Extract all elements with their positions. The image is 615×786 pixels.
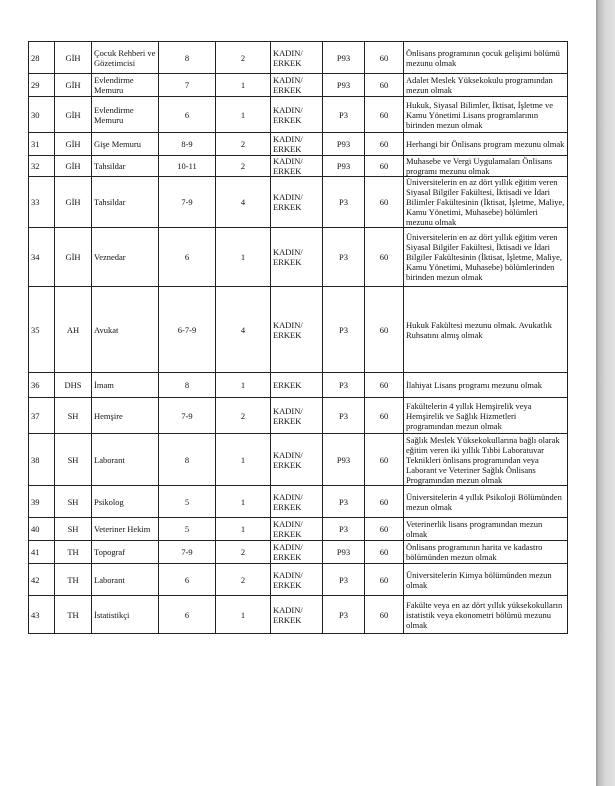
page-edge-shadow <box>596 0 615 786</box>
gender-cell: KADIN/ ERKEK <box>271 596 323 634</box>
unit-code-cell: GİH <box>55 177 92 228</box>
table-row <box>29 287 568 373</box>
row-number-cell: 43 <box>29 596 55 634</box>
row-number-cell: 30 <box>29 97 55 133</box>
requirement-cell: Önlisans programının harita ve kadastro bölümünden mezun olmak <box>404 541 568 564</box>
position-count-cell: 2 <box>216 42 271 74</box>
unit-code-cell: SH <box>55 434 92 486</box>
min-score-cell: 60 <box>365 97 404 133</box>
row-number-cell: 42 <box>29 564 55 596</box>
score-type-cell: P3 <box>323 596 365 634</box>
requirement-cell: Muhasebe ve Vergi Uygulamaları Önlisans programı mezunu olmak <box>404 156 568 177</box>
unit-code-cell: GİH <box>55 74 92 97</box>
gender-cell: KADIN/ ERKEK <box>271 434 323 486</box>
requirement-cell: Herhangi bir Önlisans program mezunu olmak <box>404 133 568 156</box>
grade-cell: 10-11 <box>159 156 216 177</box>
grade-cell: 8 <box>159 373 216 398</box>
unit-code-cell: AH <box>55 287 92 373</box>
score-type-cell: P93 <box>323 74 365 97</box>
position-count-cell: 2 <box>216 398 271 434</box>
requirement-cell: Sağlık Meslek Yüksekokullarına bağlı olarak eğitim veren iki yıllık Tıbbi Laboratuvar Teknikleri önlisans programından veya Laborant ve Veteriner Sağlık Önlisans Programından mezun olmak <box>404 434 568 486</box>
position-count-cell: 1 <box>216 596 271 634</box>
row-number-cell: 28 <box>29 42 55 74</box>
unit-code-cell: TH <box>55 596 92 634</box>
requirement-cell: Fakültelerin 4 yıllık Hemşirelik veya Hemşirelik ve Sağlık Hizmetleri programından mezun olmak <box>404 398 568 434</box>
table-row <box>29 373 568 398</box>
grade-cell: 8-9 <box>159 133 216 156</box>
row-number-cell: 34 <box>29 228 55 287</box>
unit-code-cell: GİH <box>55 42 92 74</box>
score-type-cell: P93 <box>323 541 365 564</box>
position-title-cell: Hemşire <box>92 398 159 434</box>
position-count-cell: 2 <box>216 156 271 177</box>
position-count-cell: 1 <box>216 97 271 133</box>
position-title-cell: İstatistikçi <box>92 596 159 634</box>
gender-cell: KADIN/ ERKEK <box>271 518 323 541</box>
min-score-cell: 60 <box>365 133 404 156</box>
grade-cell: 7-9 <box>159 398 216 434</box>
row-number-cell: 32 <box>29 156 55 177</box>
requirement-cell: Üniversitelerin en az dört yıllık eğitim veren Siyasal Bilgiler Fakültesi, İktisadi ve İdari Bilgiler Fakültesinin (İktisat, İşletme, Maliye, Kamu Yönetimi, Muhasebe) bölümlerinden birinden mezun olmak <box>404 228 568 287</box>
score-type-cell: P93 <box>323 133 365 156</box>
table-row <box>29 398 568 434</box>
gender-cell: KADIN/ ERKEK <box>271 228 323 287</box>
gender-cell: KADIN/ ERKEK <box>271 177 323 228</box>
row-number-cell: 31 <box>29 133 55 156</box>
score-type-cell: P3 <box>323 398 365 434</box>
position-title-cell: Veznedar <box>92 228 159 287</box>
score-type-cell: P93 <box>323 42 365 74</box>
position-count-cell: 1 <box>216 373 271 398</box>
requirement-cell: Hukuk Fakültesi mezunu olmak. Avukatlık Ruhsatını almış olmak <box>404 287 568 373</box>
min-score-cell: 60 <box>365 373 404 398</box>
unit-code-cell: SH <box>55 398 92 434</box>
position-count-cell: 1 <box>216 434 271 486</box>
grade-cell: 6 <box>159 596 216 634</box>
min-score-cell: 60 <box>365 42 404 74</box>
min-score-cell: 60 <box>365 486 404 518</box>
grade-cell: 5 <box>159 486 216 518</box>
position-title-cell: Evlendirme Memuru <box>92 74 159 97</box>
table-row <box>29 74 568 97</box>
gender-cell: KADIN/ ERKEK <box>271 287 323 373</box>
grade-cell: 6 <box>159 228 216 287</box>
gender-cell: KADIN/ ERKEK <box>271 97 323 133</box>
position-title-cell: Evlendirme Memuru <box>92 97 159 133</box>
requirement-cell: Adalet Meslek Yüksekokulu programından mezun olmak <box>404 74 568 97</box>
table-row <box>29 133 568 156</box>
row-number-cell: 33 <box>29 177 55 228</box>
row-number-cell: 29 <box>29 74 55 97</box>
table-row <box>29 596 568 634</box>
unit-code-cell: GİH <box>55 97 92 133</box>
gender-cell: KADIN/ ERKEK <box>271 541 323 564</box>
grade-cell: 7-9 <box>159 177 216 228</box>
min-score-cell: 60 <box>365 518 404 541</box>
position-count-cell: 1 <box>216 486 271 518</box>
table-row <box>29 564 568 596</box>
grade-cell: 7-9 <box>159 541 216 564</box>
requirement-cell: Veterinerlik lisans programından mezun olmak <box>404 518 568 541</box>
score-type-cell: P3 <box>323 228 365 287</box>
position-title-cell: Laborant <box>92 564 159 596</box>
table-body <box>29 42 568 634</box>
table-row <box>29 434 568 486</box>
score-type-cell: P3 <box>323 373 365 398</box>
row-number-cell: 35 <box>29 287 55 373</box>
gender-cell: KADIN/ ERKEK <box>271 133 323 156</box>
min-score-cell: 60 <box>365 596 404 634</box>
requirement-cell: Üniversitelerin 4 yıllık Psikoloji Bölümünden mezun olmak <box>404 486 568 518</box>
unit-code-cell: TH <box>55 541 92 564</box>
grade-cell: 8 <box>159 42 216 74</box>
position-title-cell: Tahsildar <box>92 156 159 177</box>
requirement-cell: Fakülte veya en az dört yıllık yüksekokulların istatistik veya ekonometri bölümü mezunu olmak <box>404 596 568 634</box>
position-title-cell: Gişe Memuru <box>92 133 159 156</box>
table-row <box>29 42 568 74</box>
grade-cell: 6 <box>159 564 216 596</box>
position-title-cell: Çocuk Rehberi ve Gözetimcisi <box>92 42 159 74</box>
position-title-cell: Laborant <box>92 434 159 486</box>
position-title-cell: Topograf <box>92 541 159 564</box>
position-count-cell: 2 <box>216 564 271 596</box>
unit-code-cell: SH <box>55 518 92 541</box>
row-number-cell: 37 <box>29 398 55 434</box>
position-count-cell: 2 <box>216 133 271 156</box>
table-row <box>29 228 568 287</box>
unit-code-cell: DHS <box>55 373 92 398</box>
table-row <box>29 486 568 518</box>
positions-table <box>28 41 568 634</box>
position-count-cell: 1 <box>216 74 271 97</box>
row-number-cell: 39 <box>29 486 55 518</box>
position-count-cell: 4 <box>216 177 271 228</box>
score-type-cell: P3 <box>323 177 365 228</box>
gender-cell: KADIN/ ERKEK <box>271 156 323 177</box>
grade-cell: 8 <box>159 434 216 486</box>
row-number-cell: 36 <box>29 373 55 398</box>
score-type-cell: P93 <box>323 434 365 486</box>
score-type-cell: P3 <box>323 287 365 373</box>
unit-code-cell: SH <box>55 486 92 518</box>
min-score-cell: 60 <box>365 541 404 564</box>
min-score-cell: 60 <box>365 74 404 97</box>
score-type-cell: P93 <box>323 156 365 177</box>
grade-cell: 5 <box>159 518 216 541</box>
min-score-cell: 60 <box>365 287 404 373</box>
table-row <box>29 156 568 177</box>
requirement-cell: İlahiyat Lisans programı mezunu olmak <box>404 373 568 398</box>
gender-cell: KADIN/ ERKEK <box>271 486 323 518</box>
position-count-cell: 4 <box>216 287 271 373</box>
table-row <box>29 518 568 541</box>
position-title-cell: Veteriner Hekim <box>92 518 159 541</box>
gender-cell: ERKEK <box>271 373 323 398</box>
position-title-cell: Psikolog <box>92 486 159 518</box>
row-number-cell: 38 <box>29 434 55 486</box>
gender-cell: KADIN/ ERKEK <box>271 398 323 434</box>
unit-code-cell: TH <box>55 564 92 596</box>
min-score-cell: 60 <box>365 434 404 486</box>
min-score-cell: 60 <box>365 228 404 287</box>
score-type-cell: P3 <box>323 518 365 541</box>
position-count-cell: 1 <box>216 228 271 287</box>
score-type-cell: P3 <box>323 564 365 596</box>
position-count-cell: 2 <box>216 541 271 564</box>
min-score-cell: 60 <box>365 177 404 228</box>
table-row <box>29 97 568 133</box>
requirement-cell: Üniversitelerin Kimya bölümünden mezun olmak <box>404 564 568 596</box>
requirement-cell: Üniversitelerin en az dört yıllık eğitim veren Siyasal Bilgiler Fakültesi, İktisadi ve İdari Bilimler Fakültesinin (İktisat, İşletme, Maliye, Kamu Yönetimi, Muhasebe) bölümleri mezunu olmak <box>404 177 568 228</box>
min-score-cell: 60 <box>365 564 404 596</box>
unit-code-cell: GİH <box>55 228 92 287</box>
table-row <box>29 541 568 564</box>
score-type-cell: P3 <box>323 486 365 518</box>
position-title-cell: Avukat <box>92 287 159 373</box>
position-title-cell: İmam <box>92 373 159 398</box>
grade-cell: 6-7-9 <box>159 287 216 373</box>
grade-cell: 7 <box>159 74 216 97</box>
position-title-cell: Tahsildar <box>92 177 159 228</box>
score-type-cell: P3 <box>323 97 365 133</box>
gender-cell: KADIN/ ERKEK <box>271 42 323 74</box>
min-score-cell: 60 <box>365 156 404 177</box>
min-score-cell: 60 <box>365 398 404 434</box>
unit-code-cell: GİH <box>55 133 92 156</box>
gender-cell: KADIN/ ERKEK <box>271 74 323 97</box>
requirement-cell: Önlisans programının çocuk gelişimi bölümü mezunu olmak <box>404 42 568 74</box>
table-row <box>29 177 568 228</box>
gender-cell: KADIN/ ERKEK <box>271 564 323 596</box>
row-number-cell: 40 <box>29 518 55 541</box>
row-number-cell: 41 <box>29 541 55 564</box>
requirement-cell: Hukuk, Siyasal Bilimler, İktisat, İşletme ve Kamu Yönetimi Lisans programlarının birinden mezun olmak <box>404 97 568 133</box>
position-count-cell: 1 <box>216 518 271 541</box>
unit-code-cell: GİH <box>55 156 92 177</box>
grade-cell: 6 <box>159 97 216 133</box>
